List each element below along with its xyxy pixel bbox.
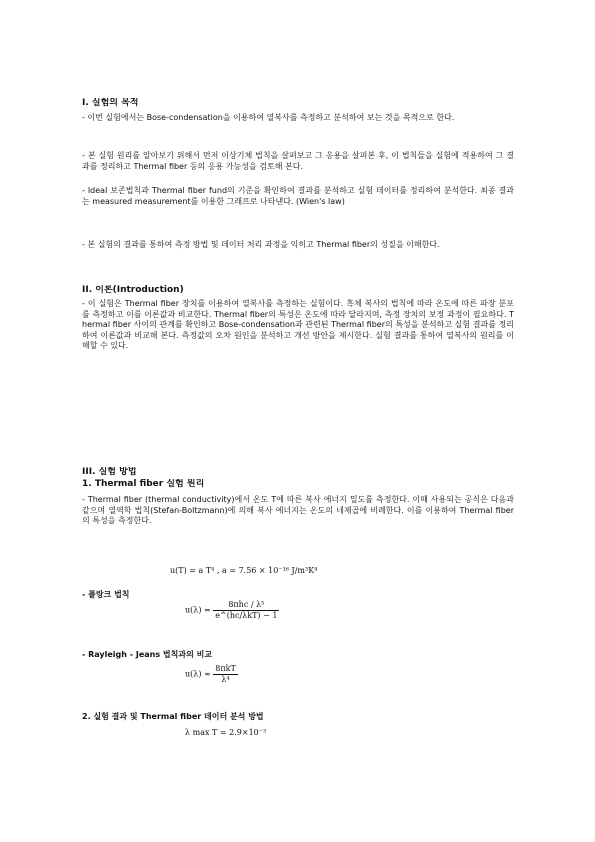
section-1-paragraph-3: - Ideal 보존법칙과 Thermal fiber fund의 기준을 확인하여 결과를 분석하고 실험 데이터를 정리하여 분석한다. 최종 결과는 measured measurement를 이용한 그래프로 나타낸다. (Wien's law) — [82, 186, 514, 206]
section-1-paragraph-2: - 본 실험 원리를 알아보기 위해서 먼저 이상기체 법칙을 살펴보고 그 응용을 살펴본 후, 이 법칙들을 실험에 적용하여 그 결과를 정리하고 Thermal fiber 등의 응용 가능성을 검토해 본다. — [82, 151, 514, 171]
planck-label: - 플랑크 법칙 — [82, 590, 130, 599]
equation-wien: λ max T = 2.9×10⁻³ — [185, 728, 267, 737]
equation-planck — [185, 600, 279, 630]
equation-rj-lhs: u(λ) ≈ — [185, 669, 211, 679]
section-3-subheading-2: 2. 실험 결과 및 Thermal fiber 데이터 분석 방법 — [82, 712, 264, 721]
equation-planck-numerator: 8πhc / λ⁵ — [213, 600, 279, 611]
equation-rj-numerator: 8πkT — [215, 664, 236, 673]
section-1-heading: I. 실험의 목적 — [82, 98, 139, 108]
section-1-paragraph-4: - 본 실험의 결과를 통하여 측정 방법 및 데이터 처리 과정을 익히고 Thermal fiber의 성질을 이해한다. — [82, 240, 440, 249]
section-1-paragraph-1: - 이번 실험에서는 Bose-condensation을 이용하여 열복사를 측정하고 분석하여 보는 것을 목적으로 한다. — [82, 113, 455, 122]
equation-stefan-boltzmann: u(T) = a T⁴ , a = 7.56 × 10⁻¹⁶ J/m³K⁴ — [170, 566, 318, 575]
rayleigh-jeans-label: - Rayleigh - Jeans 법칙과의 비교 — [82, 650, 213, 659]
equation-rayleigh-jeans — [185, 664, 238, 694]
section-3-heading: III. 실험 방법 — [82, 467, 137, 477]
section-3-subheading: 1. Thermal fiber 실험 원리 — [82, 479, 205, 489]
section-2-paragraph-1: - 이 실험은 Thermal fiber 장치를 이용하여 열복사를 측정하는 실험이다. 흑체 복사의 법칙에 따라 온도에 따른 파장 분포를 측정하고 이를 이론값과 비교한다. Thermal fiber의 특성은 온도에 따라 달라지며, 측정 장치의 보정 과정이 필요하다. Thermal fiber 사이의 관계를 확인하고 Bose-condensation과 관련된 Thermal fiber의 특성을 분석하고 실험 결과를 정리하여 이론값과 비교해 본다. 측정값의 오차 원인을 분석하고 개선 방안을 제시한다. 실험 결과를 통하여 열복사의 원리를 이해할 수 있다. — [82, 299, 514, 350]
section-2-heading: II. 이론(Introduction) — [82, 285, 184, 295]
equation-planck-fraction — [213, 600, 279, 621]
equation-planck-lhs: u(λ) = — [185, 605, 211, 615]
equation-rj-denominator: λ⁴ — [221, 675, 230, 684]
equation-planck-denominator: e^(hc/λkT) − 1 — [215, 611, 278, 620]
section-3-paragraph-1: - Thermal fiber (thermal conductivity)에서 온도 T에 따른 복사 에너지 밀도를 측정한다. 이때 사용되는 공식은 다음과 같으며 열역학 법칙(Stefan-Boltzmann)에 의해 복사 에너지는 온도의 네제곱에 비례한다. 이를 이용하여 Thermal fiber의 특성을 측정한다. — [82, 495, 514, 525]
equation-rj-fraction — [213, 664, 238, 685]
